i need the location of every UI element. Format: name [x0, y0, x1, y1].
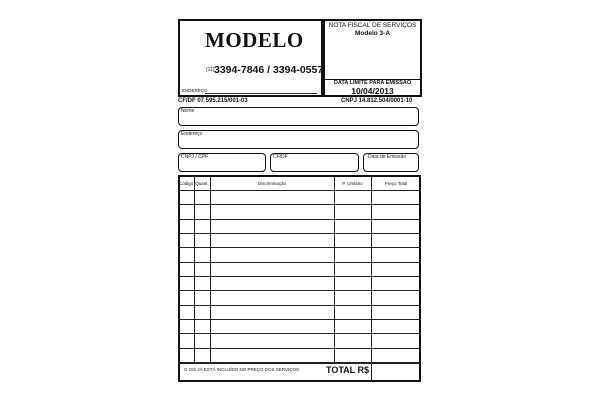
phone-numbers: 3394-7846 / 3394-0557 — [214, 64, 324, 76]
total-cell-divider — [371, 362, 372, 382]
deadline-date: 10/04/2013 — [351, 86, 394, 96]
issue-date-field[interactable] — [363, 153, 419, 172]
name-field-label: Nome — [181, 108, 195, 114]
total-divider — [178, 362, 421, 364]
row-divider — [178, 319, 421, 320]
name-field[interactable] — [178, 107, 419, 126]
cnpj-cpf-field[interactable] — [178, 153, 266, 172]
phone-prefix: (11) — [206, 67, 215, 73]
items-table — [178, 175, 421, 382]
brand-name: MODELO — [205, 28, 304, 52]
issuer-cfdf: CF/DF 07.595.215/001-03 — [178, 98, 248, 104]
row-divider — [178, 219, 421, 220]
cfdf-field[interactable] — [270, 153, 359, 172]
row-divider — [178, 305, 421, 306]
iss-note: O ISS JÁ ESTÁ INCLUÍDO NO PREÇO DOS SERVIÇOS — [184, 367, 299, 372]
invoice-title: NOTA FISCAL DE SERVIÇOS — [328, 22, 417, 29]
column-header-description: Discriminação — [257, 181, 287, 186]
address-field[interactable] — [178, 130, 419, 149]
column-header-unit-price: P. Unitário — [342, 181, 363, 186]
address-label: ENDEREÇO — [182, 88, 208, 93]
row-divider — [178, 348, 421, 349]
row-divider — [178, 276, 421, 277]
column-header-total-price: Preço Total — [384, 181, 408, 186]
row-divider — [178, 262, 421, 263]
issuer-cnpj: CNPJ 14.812.504/0001-10 — [341, 98, 413, 104]
issue-date-field-label: Data de Emissão — [368, 154, 407, 160]
address-field-label: Endereço — [181, 131, 203, 137]
total-label: TOTAL R$ — [326, 365, 370, 375]
cfdf-field-label: CF/DF — [273, 154, 288, 160]
row-divider — [178, 204, 421, 205]
address-line — [205, 93, 317, 94]
row-divider — [178, 290, 421, 291]
row-divider — [178, 233, 421, 234]
cnpj-cpf-field-label: CNPJ / CPF — [181, 154, 209, 160]
invoice-model: Modelo 3-A — [354, 30, 391, 37]
header-divider — [178, 190, 421, 191]
row-divider — [178, 247, 421, 248]
row-divider — [178, 333, 421, 334]
deadline-label: DATA LIMITE PARA EMISSÃO — [333, 80, 412, 86]
column-header-code: Código — [178, 181, 194, 186]
column-header-quantity: Quant. — [195, 181, 209, 186]
